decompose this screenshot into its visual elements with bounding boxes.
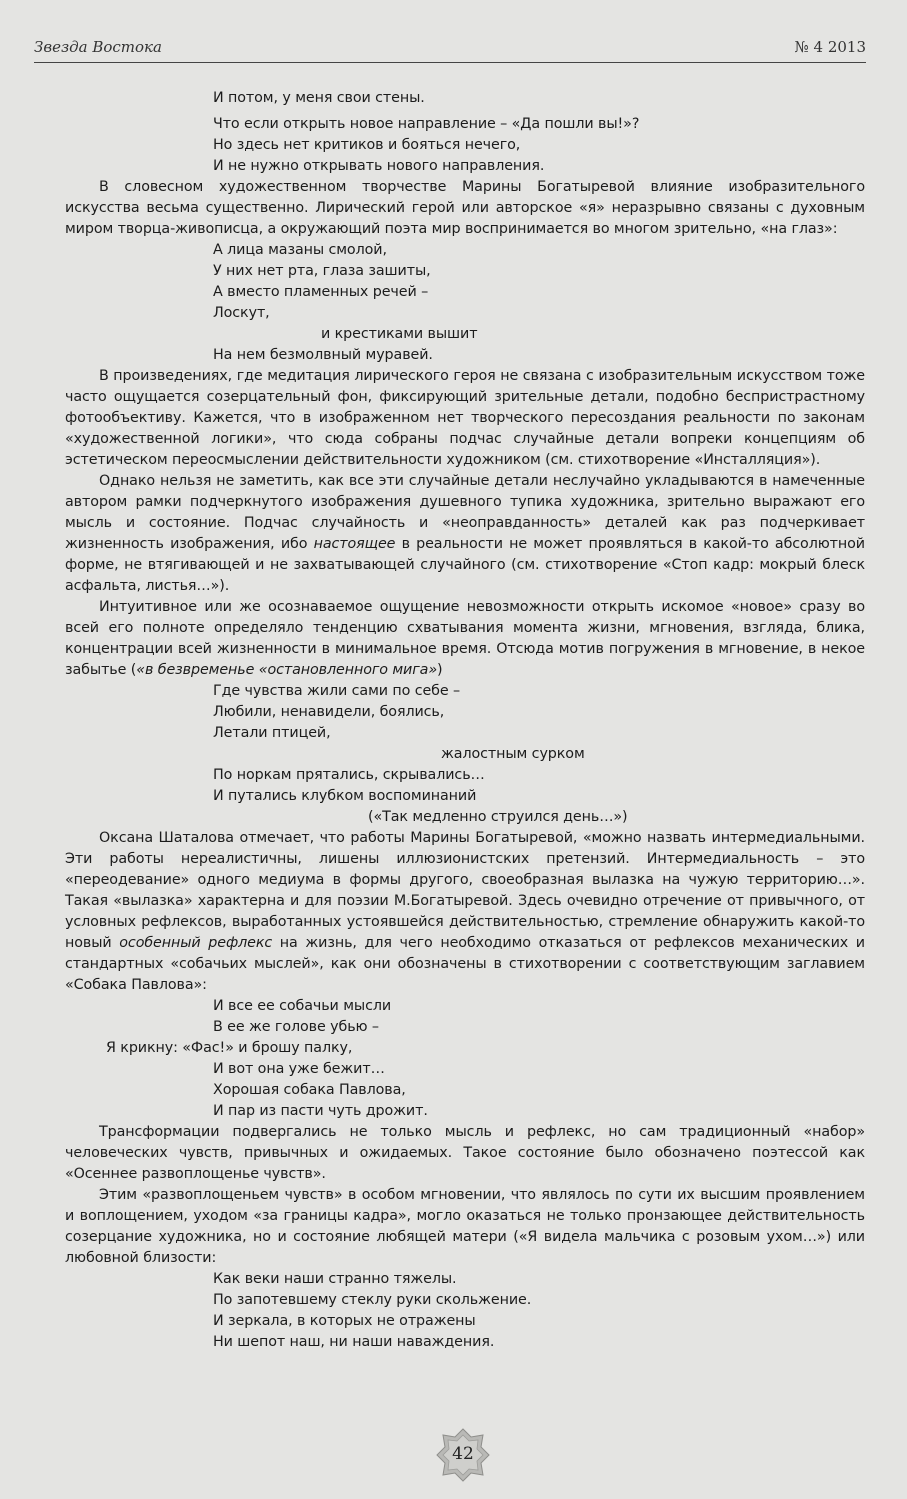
header-rule (34, 62, 866, 63)
verse-line: Я крикну: «Фас!» и брошу палку, (106, 1040, 353, 1056)
verse-line: А лица мазаны смолой, (213, 242, 387, 258)
verse-line: Хорошая собака Павлова, (213, 1082, 406, 1098)
verse-line: По норкам прятались, скрывались… (213, 767, 485, 783)
paragraph: В словесном художественном творчестве Марины Богатыревой влияние изобразительного искусства весьма существенно. Лирический герой или авторское «я» неразрывно связаны с духовным миром творца-живописца, а окружающий поэта мир воспринимается во многом зрительно, «на глаз»: (65, 179, 865, 237)
verse-line: На нем безмолвный муравей. (213, 347, 433, 363)
verse-line: Но здесь нет критиков и бояться нечего, (213, 137, 521, 153)
verse-line: В ее же голове убью – (213, 1019, 379, 1035)
running-header (34, 38, 866, 60)
verse-line: И путались клубком воспоминаний (213, 788, 477, 804)
paragraph: Интуитивное или же осознаваемое ощущение невозможности открыть искомое «новое» сразу во всей его полноте определяло тенденцию схватывания момента жизни, мгновения, взгляда, блика, концентрации всей жизненности в минимальное время. Отсюда мотив погружения в мгновение, в некое забытье («в безвременье «остановленного мига») (65, 599, 865, 678)
verse-line: И вот она уже бежит… (213, 1061, 385, 1077)
verse-line: А вместо пламенных речей – (213, 284, 429, 300)
paragraph: Однако нельзя не заметить, как все эти случайные детали неслучайно укладываются в намеченные автором рамки подчеркнутого изображения душевного тупика художника, зрительно выражают его мысль и состояние. Подчас случайность и «неоправданность» деталей как раз подчеркивает жизненность изображения, ибо настоящее в реальности не может проявляться в какой-то абсолютной форме, не втягивающей и не захватывающей случайного (см. стихотворение «Стоп кадр: мокрый блеск асфальта, листья…»). (65, 473, 865, 594)
verse-line: и крестиками вышит (321, 326, 478, 342)
verse-source: («Так медленно струился день…») (368, 809, 628, 825)
verse-line: И все ее собачьи мысли (213, 998, 392, 1014)
verse-line: И зеркала, в которых не отражены (213, 1313, 476, 1329)
verse-line: Что если открыть новое направление – «Да пошли вы!»? (213, 116, 640, 132)
verse-line: Любили, ненавидели, боялись, (213, 704, 445, 720)
verse-line: Где чувства жили сами по себе – (213, 683, 461, 699)
issue-number: № 4 2013 (794, 38, 866, 56)
verse-line: И пар из пасти чуть дрожит. (213, 1103, 428, 1119)
paragraph: Трансформации подвергались не только мысль и рефлекс, но сам традиционный «набор» человеческих чувств, привычных и ожидаемых. Такое состояние было обозначено поэтессой как «Осеннее развоплощенье чувств». (65, 1124, 865, 1182)
paragraph: Этим «развоплощеньем чувств» в особом мгновении, что являлось по сути их высшим проявлением и воплощением, уходом «за границы кадра», могло оказаться не только пронзающее действительность созерцание художника, но и состояние любящей матери («Я видела мальчика с розовым ухом…») или любовной близости: (65, 1187, 865, 1266)
paragraph: Оксана Шаталова отмечает, что работы Марины Богатыревой, «можно назвать интермедиальными. Эти работы нереалистичны, лишены иллюзионистских претензий. Интермедиальность – это «переодевание» одного медиума в формы другого, своеобразная вылазка на чужую территорию…». Такая «вылазка» характерна и для поэзии М.Богатыревой. Здесь очевидно отречение от привычного, от условных рефлексов, выработанных устоявшейся действительностью, стремление обнаружить какой-то новый особенный рефлекс на жизнь, для чего необходимо отказаться от рефлексов механических и стандартных «собачьих мыслей», как они обозначены в стихотворении с соответствующим заглавием «Собака Павлова»: (65, 830, 865, 993)
page-number-ornament (435, 1427, 491, 1483)
verse-line: Как веки наши странно тяжелы. (213, 1271, 457, 1287)
verse-line: И потом, у меня свои стены. (213, 90, 425, 106)
page-number: 42 (452, 1444, 474, 1464)
article-body (65, 88, 865, 1353)
verse-line: Ни шепот наш, ни наши наваждения. (213, 1334, 495, 1350)
verse-line: По запотевшему стеклу руки скольжение. (213, 1292, 532, 1308)
verse-line: У них нет рта, глаза зашиты, (213, 263, 431, 279)
paragraph: В произведениях, где медитация лирического героя не связана с изобразительным искусством тоже часто ощущается созерцательный фон, фиксирующий зрительные детали, подобно беспристрастному фотообъективу. Кажется, что в изображенном нет творческого пересоздания реальности по законам «художественной логики», что сюда собраны подчас случайные детали вопреки концепциям об эстетическом переосмыслении действительности художником (см. стихотворение «Инсталляция»). (65, 368, 865, 468)
verse-line: Лоскут, (213, 305, 270, 321)
verse-line: жалостным сурком (441, 746, 585, 762)
verse-line: Летали птицей, (213, 725, 331, 741)
journal-title: Звезда Востока (34, 38, 162, 56)
verse-line: И не нужно открывать нового направления. (213, 158, 545, 174)
